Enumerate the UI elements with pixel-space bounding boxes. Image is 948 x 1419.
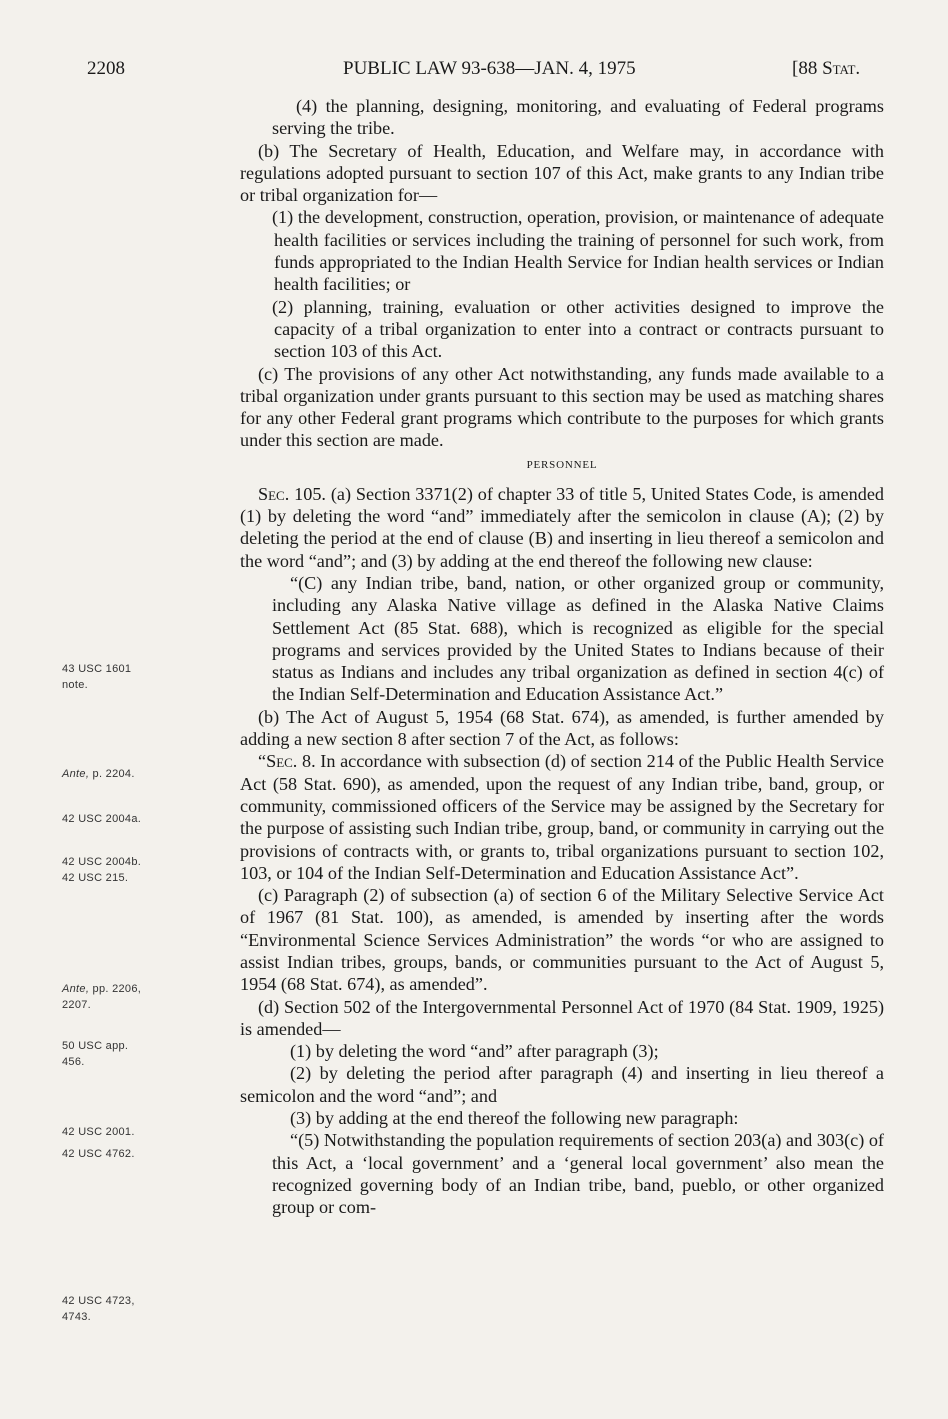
paragraph-c: (c) The provisions of any other Act notwithstanding, any funds made available to a tribal organization under grants pursuant to this section may be used as matching shares for any other Federal grant programs which contribute to the purposes for which grants under this section are made. bbox=[240, 363, 884, 451]
margin-note: 42 USC 2004a. bbox=[62, 813, 142, 825]
statute-body bbox=[240, 95, 884, 1219]
margin-note: 42 USC 2001. bbox=[62, 1126, 135, 1138]
paragraph-b: (b) The Secretary of Health, Education, and Welfare may, in accordance with regulations adopted pursuant to section 107 of this Act, make grants to any Indian tribe or tribal organization for— bbox=[240, 140, 884, 206]
running-title: PUBLIC LAW 93-638—JAN. 4, 1975 bbox=[343, 58, 636, 79]
margin-note: 42 USC 4723, 4743. bbox=[62, 1295, 135, 1323]
paragraph-d1: (1) by deleting the word “and” after paragraph (3); bbox=[290, 1041, 659, 1062]
paragraph-105b: (b) The Act of August 5, 1954 (68 Stat. 674), as amended, is further amended by adding a new section 8 after section 7 of the Act, as follows: bbox=[240, 706, 884, 750]
section-8: “Sec. 8. In accordance with subsection (d) of section 214 of the Public Health Service Act (58 Stat. 690), as amended, upon the request of any Indian tribe, band, group, or community, commissioned officers of the Service may be assigned by the Secretary for the purpose of assisting such Indian tribe, group, band, or community in carrying out the provisions of contracts with, or grants to, tribal organizations pursuant to section 102, 103, or 104 of the Indian Self-Determination and Education Assistance Act”. bbox=[240, 751, 885, 883]
section-105: Sec. 105. (a) Section 3371(2) of chapter 33 of title 5, United States Code, is amended (1) by deleting the word “and” immediately after the semicolon in clause (A); (2) by deleting the period at the end of clause (B) and inserting in lieu thereof a semicolon and the word “and”; and (3) by adding at the end thereof the following new clause: bbox=[240, 483, 884, 571]
paragraph-a4: (4) the planning, designing, monitoring, and evaluating of Federal programs serving the tribe. bbox=[272, 96, 884, 139]
quoted-paragraph-5: “(5) Notwithstanding the population requirements of section 203(a) and 303(c) of this Act, a ‘local government’ and a ‘general local government’ also mean the recognized governing body of an Indian tribe, band, pueblo, or other organized group or com- bbox=[272, 1130, 884, 1218]
paragraph-b2: (2) planning, training, evaluation or other activities designed to improve the capacity of a tribal organization to enter into a contract or contracts pursuant to section 103 of this Act. bbox=[272, 296, 884, 362]
paragraph-b1: (1) the development, construction, operation, provision, or maintenance of adequate health facilities or services including the training of personnel for such work, from funds appropriated to the Indian Health Service for Indian health services or Indian health facilities; or bbox=[272, 207, 884, 295]
margin-note: 42 USC 2004b. 42 USC 215. bbox=[62, 856, 142, 884]
margin-note: Ante, p. 2204. bbox=[62, 768, 135, 780]
paragraph-105c: (c) Paragraph (2) of subsection (a) of section 6 of the Military Selective Service Act of 1967 (81 Stat. 100), as amended, is amended by inserting after the words “Environmental Science Services Administration” the words “or who are assigned to assist Indian tribes, groups, bands, or communities pursuant to the Act of August 5, 1954 (68 Stat. 674), as amended”. bbox=[240, 885, 884, 995]
paragraph-105d: (d) Section 502 of the Intergovernmental Personnel Act of 1970 (84 Stat. 1909, 1925) is amended— bbox=[240, 996, 884, 1039]
quoted-clause-c: “(C) any Indian tribe, band, nation, or other organized group or community, including any Alaska Native village as defined in the Alaska Native Claims Settlement Act (85 Stat. 688), which is recognized as eligible for the special programs and services provided by the United States to Indians because of their status as Indians and includes any tribal organization as defined in section 4(c) of the Indian Self-Determination and Education Assistance Act.” bbox=[272, 572, 884, 705]
paragraph-d2: (2) by deleting the period after paragraph (4) and inserting in lieu thereof a semicolon and the word “and”; and bbox=[240, 1063, 884, 1106]
page-number: 2208 bbox=[87, 58, 125, 79]
section-heading-personnel: PERSONNEL bbox=[526, 458, 598, 471]
margin-note: 43 USC 1601 note. bbox=[62, 663, 132, 691]
margin-note: 50 USC app. 456. bbox=[62, 1040, 129, 1068]
paragraph-d3: (3) by adding at the end thereof the following new paragraph: bbox=[290, 1108, 739, 1129]
margin-note: Ante, pp. 2206, 2207. bbox=[62, 983, 142, 1011]
statute-citation: [88 Stat. bbox=[792, 58, 861, 79]
margin-note: 42 USC 4762. bbox=[62, 1148, 135, 1160]
